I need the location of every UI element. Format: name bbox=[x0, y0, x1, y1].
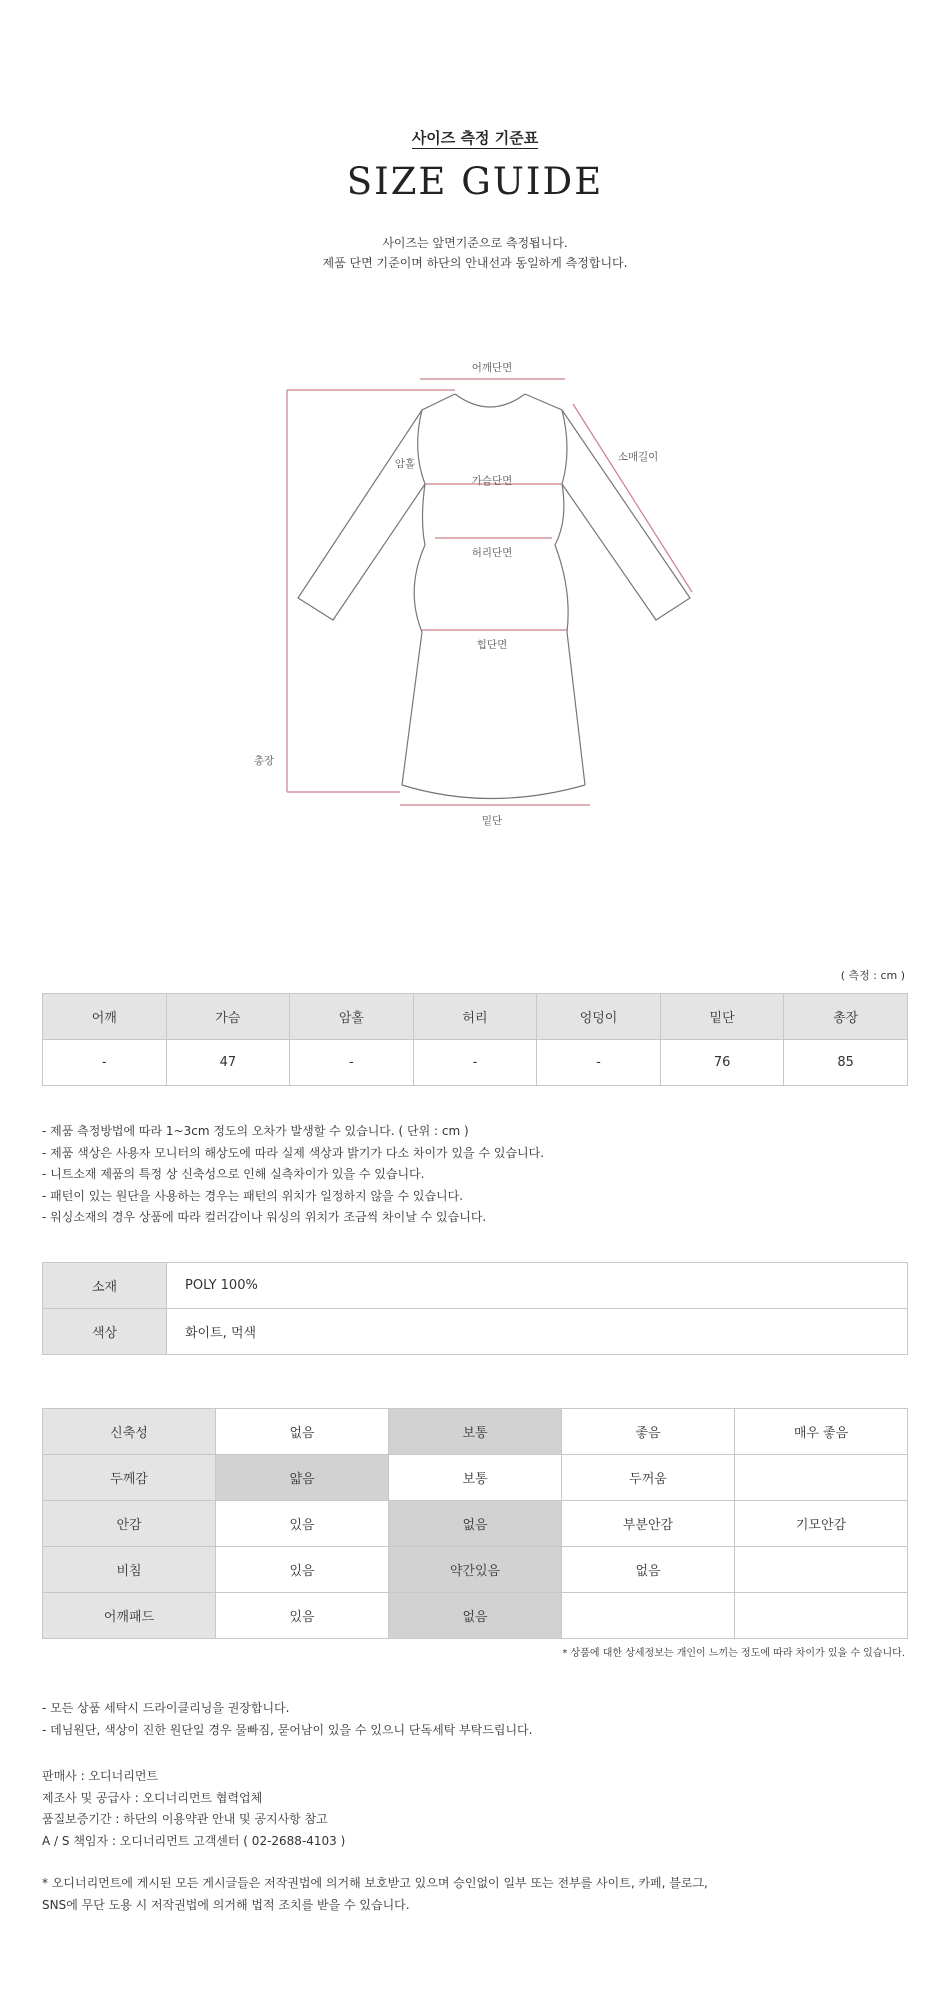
feature-option-selected: 보통 bbox=[389, 1409, 562, 1455]
size-value-cell: 85 bbox=[784, 1040, 908, 1086]
page-title-korean: 사이즈 측정 기준표 bbox=[411, 129, 539, 147]
note-line: - 제품 색상은 사용자 모니터의 해상도에 따라 실제 색상과 밝기가 다소 차이가 있을 수 있습니다. bbox=[42, 1145, 545, 1160]
note-line: - 제품 측정방법에 따라 1~3cm 정도의 오차가 발생할 수 있습니다. ( 단위 : cm ) bbox=[42, 1124, 469, 1138]
copyright-line: * 오디너리먼트에 게시된 모든 게시글들은 저작권법에 의거해 보호받고 있으며 승인없이 일부 또는 전부를 사이트, 카페, 블로그, bbox=[42, 1876, 708, 1890]
care-notes bbox=[42, 1698, 532, 1741]
material-row bbox=[43, 1263, 908, 1309]
size-table bbox=[42, 993, 908, 1086]
size-value-cell: - bbox=[43, 1040, 167, 1086]
copyright-notice bbox=[42, 1873, 708, 1916]
waist-label: 허리단면 bbox=[471, 547, 513, 559]
size-value-cell: - bbox=[537, 1040, 661, 1086]
size-header-cell: 엉덩이 bbox=[537, 994, 661, 1040]
color-value: 화이트, 먹색 bbox=[167, 1309, 908, 1355]
sleeve-guide bbox=[573, 404, 692, 592]
material-value: POLY 100% bbox=[167, 1263, 908, 1309]
length-label: 총장 bbox=[253, 755, 275, 767]
material-label: 소재 bbox=[43, 1263, 167, 1309]
size-header-cell: 총장 bbox=[784, 994, 908, 1040]
seller-line: 판매사 : 오디너리먼트 bbox=[42, 1769, 159, 1783]
size-header-cell: 어깨 bbox=[43, 994, 167, 1040]
feature-label: 비침 bbox=[43, 1547, 216, 1593]
feature-row-stretch bbox=[43, 1409, 908, 1455]
feature-option: 있음 bbox=[216, 1593, 389, 1639]
feature-label: 신축성 bbox=[43, 1409, 216, 1455]
as-contact-line: A / S 책임자 : 오디너리먼트 고객센터 ( 02-2688-4103 ) bbox=[42, 1833, 346, 1848]
material-table bbox=[42, 1262, 908, 1355]
feature-option-selected: 없음 bbox=[389, 1501, 562, 1547]
manufacturer-line: 제조사 및 공급사 : 오디너리먼트 협력업체 bbox=[42, 1790, 263, 1805]
feature-option: 없음 bbox=[562, 1547, 735, 1593]
armhole-left bbox=[418, 410, 425, 484]
armhole-label: 암홀 bbox=[394, 458, 416, 470]
feature-option bbox=[562, 1593, 735, 1639]
feature-row-shoulder-pad bbox=[43, 1593, 908, 1639]
feature-option: 보통 bbox=[389, 1455, 562, 1501]
measurement-guides bbox=[287, 379, 692, 805]
feature-option: 매우 좋음 bbox=[735, 1409, 908, 1455]
neckline bbox=[455, 394, 525, 407]
shoulder-label: 어깨단면 bbox=[471, 362, 513, 374]
seller-info bbox=[42, 1766, 345, 1852]
note-line: - 니트소재 제품의 특정 상 신축성으로 인해 실측차이가 있을 수 있습니다. bbox=[42, 1167, 425, 1181]
size-header-cell: 밑단 bbox=[660, 994, 784, 1040]
feature-option-selected: 약간있음 bbox=[389, 1547, 562, 1593]
feature-option: 두꺼움 bbox=[562, 1455, 735, 1501]
feature-label: 안감 bbox=[43, 1501, 216, 1547]
hem-label: 밑단 bbox=[481, 815, 503, 827]
feature-option bbox=[735, 1593, 908, 1639]
intro-line-1: 사이즈는 앞면기준으로 측정됩니다. bbox=[382, 236, 568, 250]
feature-option bbox=[735, 1455, 908, 1501]
color-label: 색상 bbox=[43, 1309, 167, 1355]
unit-note: ( 측정 : cm ) bbox=[840, 969, 905, 982]
feature-option: 없음 bbox=[216, 1409, 389, 1455]
sleeve-label: 소매길이 bbox=[617, 451, 659, 463]
size-header-cell: 가슴 bbox=[166, 994, 290, 1040]
color-row bbox=[43, 1309, 908, 1355]
size-table-header-row bbox=[43, 994, 908, 1040]
size-value-cell: 76 bbox=[660, 1040, 784, 1086]
feature-option bbox=[735, 1547, 908, 1593]
page-title-english: SIZE GUIDE bbox=[346, 160, 604, 203]
feature-option-selected: 없음 bbox=[389, 1593, 562, 1639]
note-line: - 워싱소재의 경우 상품에 따라 컬러감이나 워싱의 위치가 조금씩 차이날 수 있습니다. bbox=[42, 1210, 487, 1224]
chest-label: 가슴단면 bbox=[471, 475, 513, 487]
feature-option: 있음 bbox=[216, 1547, 389, 1593]
care-line: - 모든 상품 세탁시 드라이클리닝을 권장합니다. bbox=[42, 1701, 290, 1715]
size-table-value-row bbox=[43, 1040, 908, 1086]
dress-measurement-diagram bbox=[0, 0, 950, 840]
care-line: - 데님원단, 색상이 진한 원단일 경우 물빠짐, 묻어남이 있을 수 있으니 단독세탁 부탁드립니다. bbox=[42, 1722, 533, 1737]
feature-row-sheerness bbox=[43, 1547, 908, 1593]
note-line: - 패턴이 있는 원단을 사용하는 경우는 패턴의 위치가 일정하지 않을 수 있습니다. bbox=[42, 1188, 464, 1203]
feature-footnote: * 상품에 대한 상세정보는 개인이 느끼는 정도에 따라 차이가 있을 수 있습니다. bbox=[562, 1648, 905, 1659]
warranty-line: 품질보증기간 : 하단의 이용약관 안내 및 공지사항 참고 bbox=[42, 1812, 328, 1826]
feature-option: 있음 bbox=[216, 1501, 389, 1547]
feature-option: 좋음 bbox=[562, 1409, 735, 1455]
size-value-cell: - bbox=[290, 1040, 414, 1086]
size-header-cell: 암홀 bbox=[290, 994, 414, 1040]
feature-row-lining bbox=[43, 1501, 908, 1547]
size-header-cell: 허리 bbox=[413, 994, 537, 1040]
measurement-notes bbox=[42, 1121, 544, 1229]
feature-label: 어깨패드 bbox=[43, 1593, 216, 1639]
hip-label: 힙단면 bbox=[476, 639, 508, 651]
feature-row-thickness bbox=[43, 1455, 908, 1501]
feature-label: 두께감 bbox=[43, 1455, 216, 1501]
feature-option: 부분안감 bbox=[562, 1501, 735, 1547]
dress-left-contour bbox=[298, 394, 585, 799]
copyright-line: SNS에 무단 도용 시 저작권법에 의거해 법적 조치를 받을 수 있습니다. bbox=[42, 1897, 410, 1912]
feature-option-selected: 얇음 bbox=[216, 1455, 389, 1501]
feature-option: 기모안감 bbox=[735, 1501, 908, 1547]
feature-table bbox=[42, 1408, 908, 1639]
intro-line-2: 제품 단면 기준이며 하단의 안내선과 동일하게 측정합니다. bbox=[322, 256, 628, 270]
size-value-cell: - bbox=[413, 1040, 537, 1086]
armhole-right bbox=[562, 410, 567, 484]
dress-right-contour bbox=[525, 394, 690, 785]
size-value-cell: 47 bbox=[166, 1040, 290, 1086]
